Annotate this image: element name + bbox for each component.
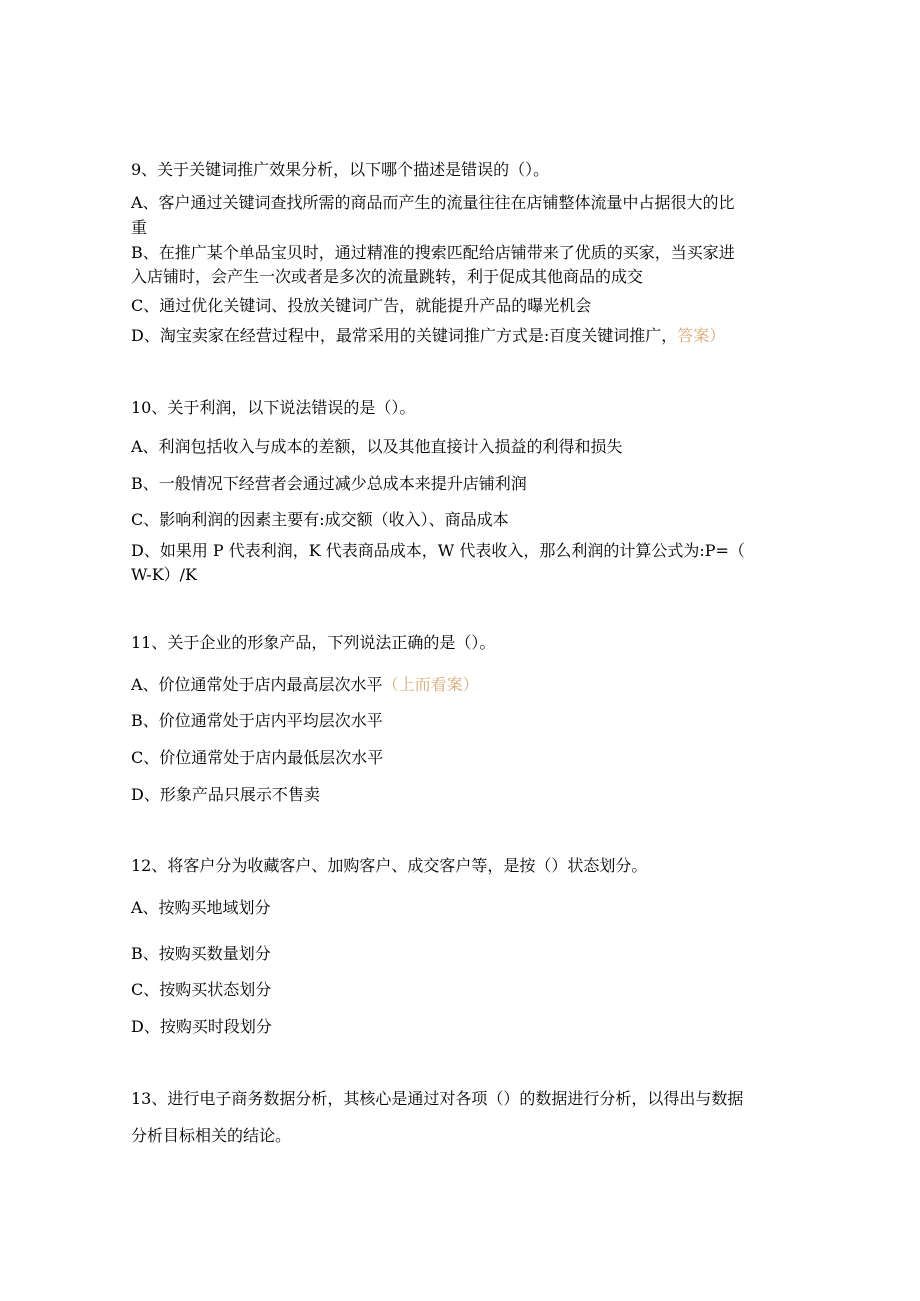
option-d [131, 326, 791, 346]
question-stem: 11、关于企业的形象产品，下列说法正确的是（）。 [131, 633, 496, 652]
option-b-continued: 入店铺时，会产生一次或者是多次的流量跳转，利于促成其他商品的成交 [131, 267, 644, 286]
question-stem: 13、进行电子商务数据分析，其核心是通过对各项（）的数据进行分析，以得出与数据 [131, 1089, 744, 1108]
option-d: D、如果用 P 代表利润，K 代表商品成本，W 代表收入，那么利润的计算公式为:P=（ [131, 541, 745, 560]
option-b: B、价位通常处于店内平均层次水平 [131, 711, 383, 730]
option-a-text: A、价位通常处于店内最高层次水平 [131, 675, 383, 694]
option-a [131, 675, 791, 695]
answer-hint: （上而看案） [382, 675, 479, 694]
option-c: C、影响利润的因素主要有:成交额（收入）、商品成本 [131, 510, 509, 529]
option-d-continued: W-K）/K [131, 565, 197, 584]
option-b: B、在推广某个单品宝贝时，通过精准的搜索匹配给店铺带来了优质的买家，当买家进 [131, 243, 735, 262]
option-c: C、价位通常处于店内最低层次水平 [131, 748, 384, 767]
option-b: B、一般情况下经营者会通过减少总成本来提升店铺利润 [131, 474, 527, 493]
option-b: B、按购买数量划分 [131, 944, 271, 963]
option-a: A、利润包括收入与成本的差额，以及其他直接计入损益的利得和损失 [131, 437, 623, 456]
option-d-text: D、淘宝卖家在经营过程中，最常采用的关键词推广方式是:百度关键词推广， [131, 326, 678, 345]
option-c: C、按购买状态划分 [131, 980, 272, 999]
option-d: D、形象产品只展示不售卖 [131, 785, 320, 804]
question-stem: 10、关于利润，以下说法错误的是（）。 [131, 398, 416, 417]
question-stem-continued: 分析目标相关的结论。 [131, 1126, 292, 1145]
option-d: D、按购买时段划分 [131, 1017, 272, 1036]
question-stem: 12、将客户分为收藏客户、加购客户、成交客户等，是按（）状态划分。 [131, 856, 648, 875]
option-a: A、客户通过关键词查找所需的商品而产生的流量往往在店铺整体流量中占据很大的比 [131, 193, 735, 212]
question-stem: 9、关于关键词推广效果分析，以下哪个描述是错误的（）。 [131, 160, 550, 179]
option-a: A、按购买地域划分 [131, 898, 271, 917]
option-a-continued: 重 [131, 218, 148, 237]
answer-hint: 答案） [677, 326, 726, 345]
option-c: C、通过优化关键词、投放关键词广告，就能提升产品的曝光机会 [131, 296, 592, 315]
